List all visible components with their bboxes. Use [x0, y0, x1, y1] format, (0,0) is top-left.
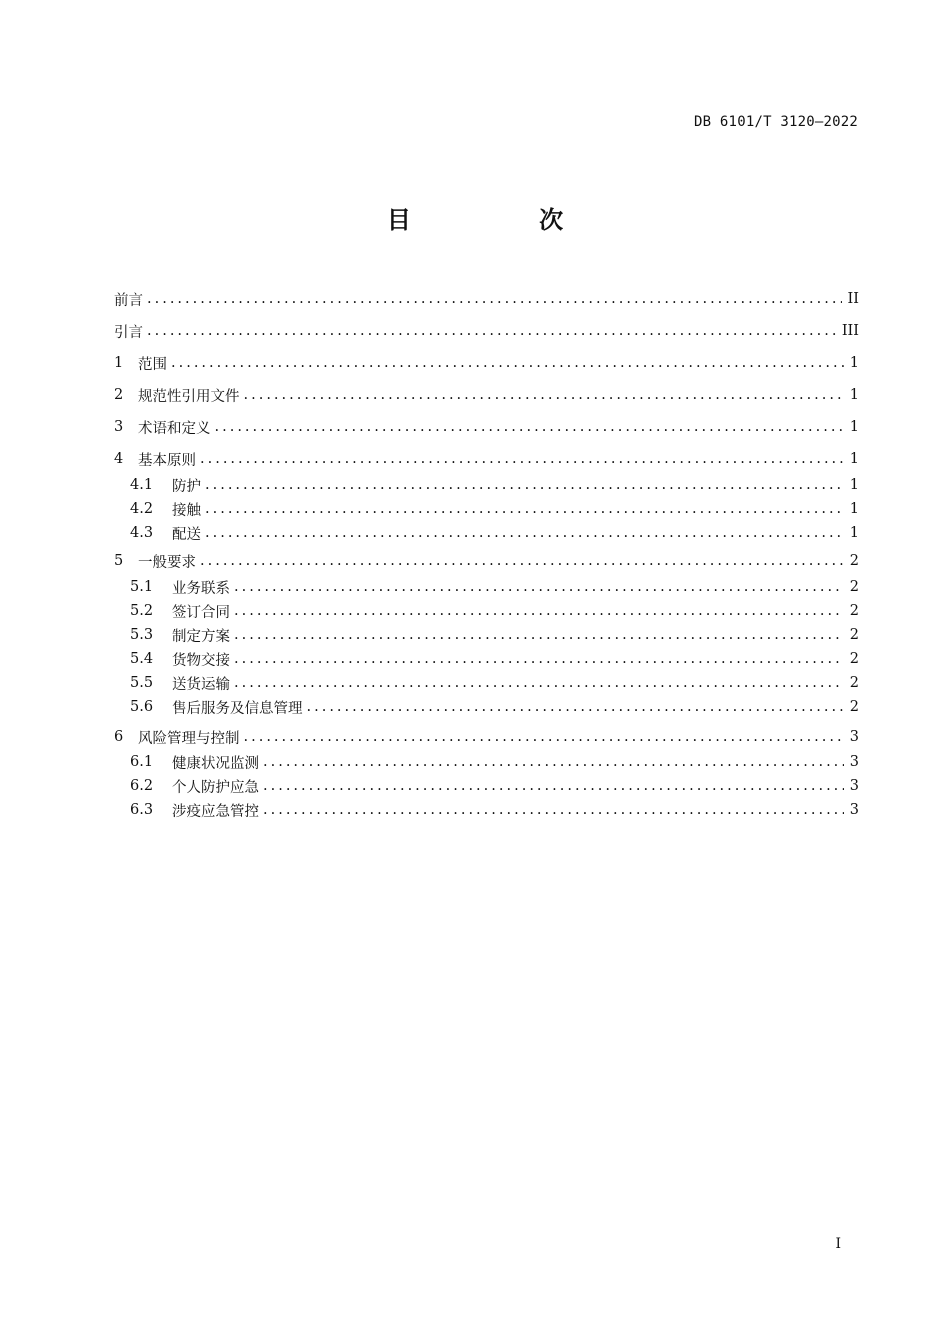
toc-dot-leader [263, 778, 844, 794]
toc-entry-title: 术语和定义 [138, 420, 211, 437]
toc-dot-leader [244, 387, 844, 403]
toc-entry-page: 2 [849, 627, 859, 643]
toc-entry-number: 4.2 [130, 501, 154, 517]
toc-dot-leader [234, 603, 844, 619]
toc-entry-title: 涉疫应急管控 [172, 803, 259, 820]
toc-entry[interactable] [114, 695, 859, 719]
toc-entry-page: 2 [849, 699, 859, 715]
page-number: I [835, 1236, 841, 1252]
toc-entry-number: 6 [114, 729, 124, 745]
toc-dot-leader [234, 675, 844, 691]
toc-dot-leader [234, 627, 844, 643]
toc-entry[interactable] [114, 647, 859, 671]
toc-entry[interactable] [114, 774, 859, 798]
toc-entry-title: 防护 [172, 478, 201, 495]
toc-entry-title: 基本原则 [138, 452, 196, 469]
toc-entry-title: 前言 [114, 292, 143, 309]
document-code: DB 6101/T 3120—2022 [694, 114, 858, 130]
toc-entry[interactable] [114, 447, 859, 471]
toc-entry[interactable] [114, 599, 859, 623]
toc-entry-page: 3 [849, 778, 859, 794]
toc-entry-page: 3 [849, 729, 859, 745]
toc-entry-title: 货物交接 [172, 652, 230, 669]
toc-dot-leader [205, 501, 844, 517]
toc-entry-title: 业务联系 [172, 580, 230, 597]
toc-entry-page: 2 [849, 651, 859, 667]
toc-entry[interactable] [114, 549, 859, 573]
toc-entry[interactable] [114, 287, 859, 311]
toc-entry[interactable] [114, 415, 859, 439]
toc-entry[interactable] [114, 725, 859, 749]
toc-entry-title: 引言 [114, 324, 143, 341]
toc-entry-page: 2 [849, 603, 859, 619]
toc-entry-page: 2 [849, 553, 859, 569]
toc-entry-title: 制定方案 [172, 628, 230, 645]
toc-entry-page: 1 [849, 525, 859, 541]
toc-entry[interactable] [114, 671, 859, 695]
toc-dot-leader [200, 553, 844, 569]
toc-entry-page: 1 [849, 387, 859, 403]
toc-dot-leader [234, 651, 844, 667]
toc-dot-leader [263, 754, 844, 770]
toc-entry-title: 范围 [138, 356, 167, 373]
page-title: 目 次 [386, 206, 624, 234]
toc-entry-title: 配送 [172, 526, 201, 543]
toc-entry-number: 5.3 [130, 627, 154, 643]
toc-entry-page: 1 [849, 419, 859, 435]
toc-entry-page: 1 [849, 451, 859, 467]
toc-entry[interactable] [114, 798, 859, 822]
toc-entry-title: 风险管理与控制 [138, 730, 240, 747]
toc-entry-number: 2 [114, 387, 124, 403]
toc-entry-number: 5 [114, 553, 124, 569]
toc-entry-title: 送货运输 [172, 676, 230, 693]
toc-entry-title: 售后服务及信息管理 [172, 700, 303, 717]
toc-entry-title: 规范性引用文件 [138, 388, 240, 405]
toc-entry-number: 6.2 [130, 778, 154, 794]
toc-entry[interactable] [114, 351, 859, 375]
toc-entry-page: 3 [849, 802, 859, 818]
toc-entry-page: II [847, 291, 859, 307]
toc-entry[interactable] [114, 575, 859, 599]
toc-dot-leader [263, 802, 844, 818]
toc-entry-title: 接触 [172, 502, 201, 519]
toc-dot-leader [147, 291, 842, 307]
toc-entry-number: 6.1 [130, 754, 154, 770]
toc-entry-number: 5.1 [130, 579, 154, 595]
toc-entry-number: 5.5 [130, 675, 154, 691]
toc-dot-leader [171, 355, 844, 371]
toc-dot-leader [307, 699, 844, 715]
toc-entry-page: 2 [849, 579, 859, 595]
toc-entry-number: 5.6 [130, 699, 154, 715]
toc-entry[interactable] [114, 383, 859, 407]
toc-entry-page: 2 [849, 675, 859, 691]
toc-entry[interactable] [114, 473, 859, 497]
toc-entry-number: 3 [114, 419, 124, 435]
toc-entry-number: 1 [114, 355, 124, 371]
toc-entry-title: 一般要求 [138, 554, 196, 571]
toc-entry[interactable] [114, 623, 859, 647]
toc-dot-leader [215, 419, 844, 435]
toc-entry-number: 4 [114, 451, 124, 467]
toc-entry-page: 3 [849, 754, 859, 770]
toc-dot-leader [200, 451, 844, 467]
toc-dot-leader [234, 579, 844, 595]
toc-entry-number: 5.4 [130, 651, 154, 667]
toc-dot-leader [205, 525, 844, 541]
toc-entry[interactable] [114, 319, 859, 343]
toc-entry-page: 1 [849, 477, 859, 493]
toc-entry-page: III [841, 323, 859, 339]
toc-entry-title: 健康状况监测 [172, 755, 259, 772]
toc-dot-leader [205, 477, 844, 493]
toc-entry[interactable] [114, 521, 859, 545]
toc-entry-title: 个人防护应急 [172, 779, 259, 796]
toc-entry[interactable] [114, 750, 859, 774]
toc-entry-number: 4.1 [130, 477, 154, 493]
toc-entry-number: 4.3 [130, 525, 154, 541]
toc-entry-page: 1 [849, 501, 859, 517]
toc-dot-leader [244, 729, 844, 745]
toc-entry-number: 5.2 [130, 603, 154, 619]
toc-entry-number: 6.3 [130, 802, 154, 818]
toc-entry-title: 签订合同 [172, 604, 230, 621]
toc-entry[interactable] [114, 497, 859, 521]
toc-entry-page: 1 [849, 355, 859, 371]
toc-dot-leader [147, 323, 836, 339]
